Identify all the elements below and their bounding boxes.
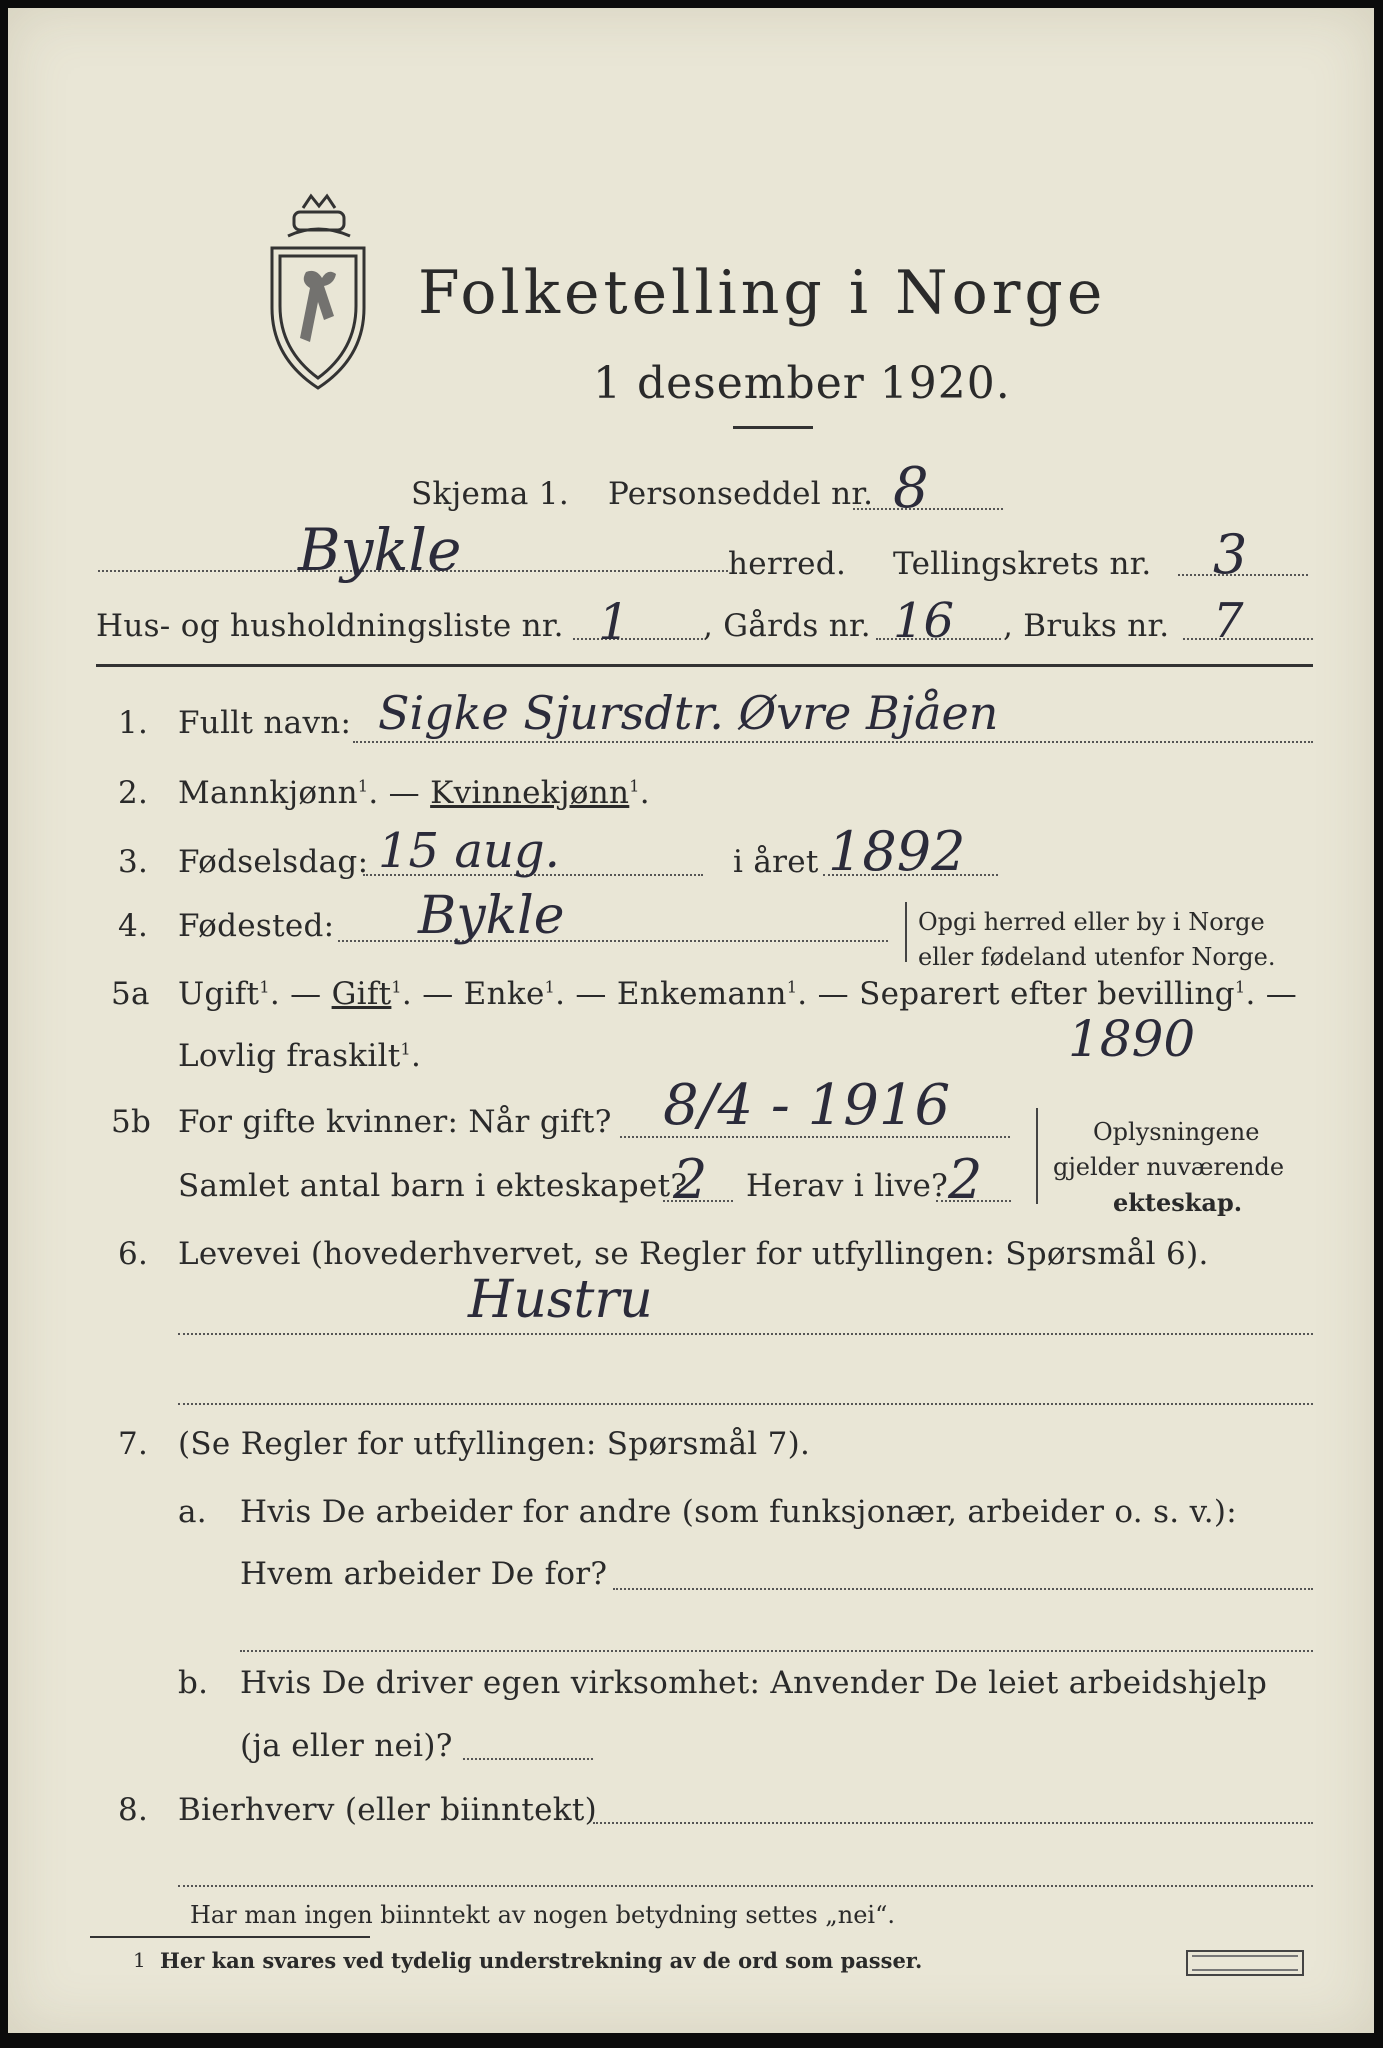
q4-note-line1: Opgi herred eller by i Norge xyxy=(918,908,1265,936)
q2-male-option[interactable]: Mannkjønn xyxy=(178,775,358,811)
q5b-barn-value[interactable]: 2 xyxy=(673,1148,708,1211)
q5b-note-line2: gjelder nuværende xyxy=(1053,1153,1285,1181)
footnote-text: Her kan svares ved tydelig understrekning av de ord som passer. xyxy=(160,1948,923,1973)
q3-birthday-value[interactable]: 15 aug. xyxy=(378,823,560,879)
q5a-number: 5a xyxy=(111,976,150,1012)
q3-year-label: i året xyxy=(733,844,819,880)
gards-value[interactable]: 16 xyxy=(893,593,955,649)
footnote-rule xyxy=(90,1936,370,1938)
bruks-label: , Bruks nr. xyxy=(1003,608,1170,644)
title-divider xyxy=(733,426,813,429)
q1-name-value[interactable]: Sigke Sjursdtr. Øvre Bjåen xyxy=(378,686,999,740)
census-form-page xyxy=(8,8,1374,2033)
q7a-label: Hvis De arbeider for andre (som funksjonær, arbeider o. s. v.): xyxy=(240,1494,1238,1530)
q5b-live-label: Herav i live? xyxy=(746,1168,949,1204)
q1-number: 1. xyxy=(118,705,149,741)
q5b-barn-label: Samlet antal barn i ekteskapet? xyxy=(178,1168,688,1204)
printer-stamp xyxy=(1186,1950,1304,1976)
q2-female-option[interactable]: Kvinnekjønn xyxy=(430,775,630,811)
q2-number: 2. xyxy=(118,775,149,811)
q8-number: 8. xyxy=(118,1792,149,1828)
q5a-row2: Lovlig fraskilt$^1$. xyxy=(178,1038,422,1074)
hus-value[interactable]: 1 xyxy=(598,593,630,651)
q5a-annotation: 1890 xyxy=(1068,1010,1196,1068)
q5a-fraskilt-option[interactable]: Lovlig fraskilt xyxy=(178,1038,401,1074)
q4-birthplace-value[interactable]: Bykle xyxy=(418,886,565,946)
q1-label: Fullt navn: xyxy=(178,705,352,741)
skjema-label: Skjema 1. xyxy=(411,476,569,512)
q5a-enke-option[interactable]: Enke xyxy=(463,976,545,1012)
q7-number: 7. xyxy=(118,1426,149,1462)
tellingskrets-label: Tellingskrets nr. xyxy=(893,546,1152,582)
q6-label: Levevei (hovederhvervet, se Regler for utfyllingen: Spørsmål 6). xyxy=(178,1236,1209,1272)
q5b-number: 5b xyxy=(111,1104,152,1140)
q8-label: Bierhverv (eller biinntekt) xyxy=(178,1792,598,1828)
q4-label: Fødested: xyxy=(178,908,335,944)
q3-label: Fødselsdag: xyxy=(178,844,369,880)
q5b-married-value[interactable]: 8/4 - 1916 xyxy=(663,1073,951,1138)
header-rule xyxy=(96,664,1313,667)
tellingskrets-value[interactable]: 3 xyxy=(1213,523,1248,586)
footnote-mark: 1 xyxy=(133,1948,146,1972)
q5b-label: For gifte kvinner: Når gift? xyxy=(178,1104,612,1140)
q7b-label: Hvis De driver egen virksomhet: Anvender De leiet arbeidshjelp xyxy=(240,1665,1268,1701)
q8-note: Har man ingen biinntekt av nogen betydning settes „nei“. xyxy=(190,1901,895,1929)
form-title: Folketelling i Norge xyxy=(418,258,1107,328)
q7a-letter: a. xyxy=(178,1494,207,1530)
hus-label: Hus- og husholdningsliste nr. xyxy=(96,608,564,644)
q5b-live-value[interactable]: 2 xyxy=(948,1148,983,1211)
q5a-separert-option[interactable]: Separert efter bevilling xyxy=(859,976,1235,1012)
q4-note-line2: eller fødeland utenfor Norge. xyxy=(918,943,1276,971)
q6-occupation-value[interactable]: Hustru xyxy=(468,1270,653,1330)
personseddel-value[interactable]: 8 xyxy=(893,456,929,521)
bruks-value[interactable]: 7 xyxy=(1213,593,1244,649)
gards-label: , Gårds nr. xyxy=(703,608,871,644)
q5b-note-line3: ekteskap. xyxy=(1113,1188,1243,1217)
q4-number: 4. xyxy=(118,908,149,944)
q5a-ugift-option[interactable]: Ugift xyxy=(178,976,260,1012)
q7a-line2: Hvem arbeider De for? xyxy=(240,1556,608,1592)
q5a-enkemann-option[interactable]: Enkemann xyxy=(616,976,787,1012)
q5b-note-line1: Oplysningene xyxy=(1093,1118,1260,1146)
coat-of-arms-icon xyxy=(258,188,378,398)
census-date: 1 desember 1920. xyxy=(593,358,1011,409)
personseddel-label: Personseddel nr. xyxy=(608,476,874,512)
q5a-row: Ugift$^1$. — Gift$^1$. — Enke$^1$. — Enkemann$^1$. — Separert efter bevilling$^1$. — xyxy=(178,976,1298,1012)
q3-year-value[interactable]: 1892 xyxy=(828,820,966,883)
q3-number: 3. xyxy=(118,844,149,880)
herred-label: herred. xyxy=(728,546,847,582)
q6-number: 6. xyxy=(118,1236,149,1272)
q7b-line2: (ja eller nei)? xyxy=(240,1728,453,1764)
q5a-gift-option[interactable]: Gift xyxy=(331,976,392,1012)
q7b-letter: b. xyxy=(178,1665,209,1701)
herred-value[interactable]: Bykle xyxy=(298,516,462,584)
q7-label: (Se Regler for utfyllingen: Spørsmål 7). xyxy=(178,1426,811,1462)
q2-row: Mannkjønn$^1$. — Kvinnekjønn$^1$. xyxy=(178,775,650,811)
